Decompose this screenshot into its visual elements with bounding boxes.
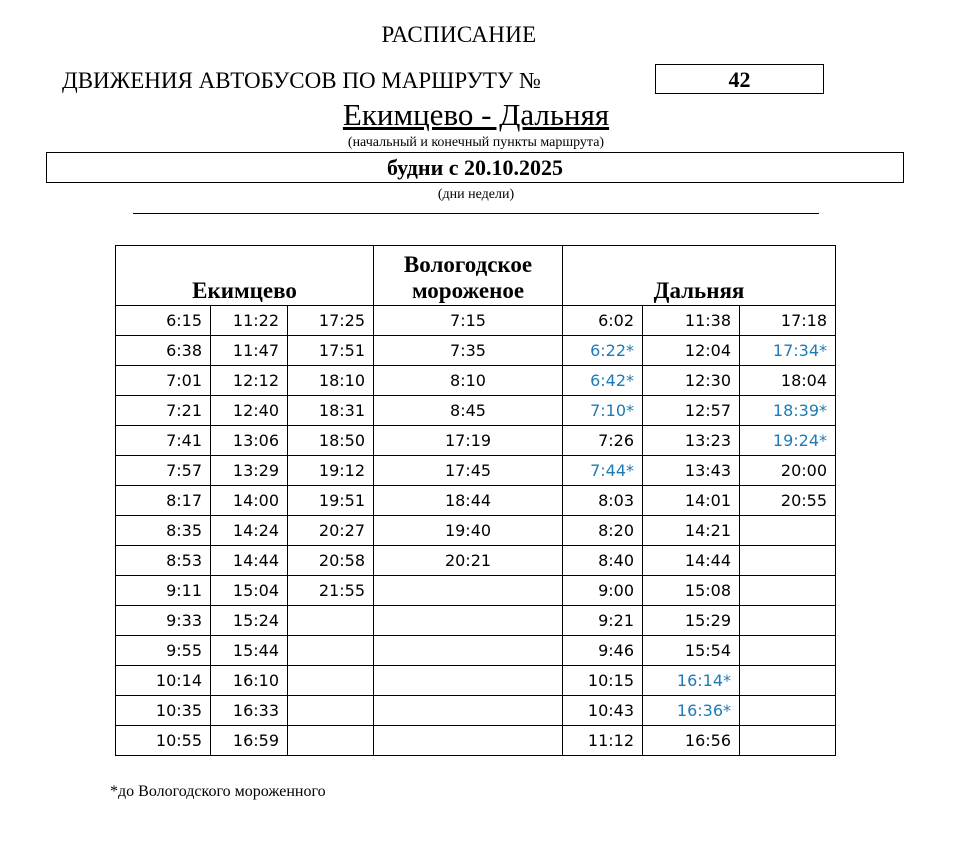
time-cell: 15:29 xyxy=(643,606,740,636)
time-cell: 17:45 xyxy=(374,456,563,486)
table-row xyxy=(116,366,836,396)
time-cell: 17:18 xyxy=(740,306,836,336)
time-cell xyxy=(374,696,563,726)
time-cell: 10:43 xyxy=(563,696,643,726)
time-cell: 6:15 xyxy=(116,306,211,336)
time-cell: 14:24 xyxy=(211,516,288,546)
time-cell: 19:24* xyxy=(740,426,836,456)
stop-header-dalnyaya: Дальняя xyxy=(563,246,836,306)
time-cell: 7:21 xyxy=(116,396,211,426)
time-cell: 11:38 xyxy=(643,306,740,336)
time-cell: 6:42* xyxy=(563,366,643,396)
time-cell xyxy=(374,666,563,696)
time-cell: 8:40 xyxy=(563,546,643,576)
time-cell: 10:35 xyxy=(116,696,211,726)
time-cell xyxy=(288,666,374,696)
time-cell: 20:21 xyxy=(374,546,563,576)
time-cell: 14:00 xyxy=(211,486,288,516)
time-cell: 19:40 xyxy=(374,516,563,546)
time-cell xyxy=(288,606,374,636)
time-cell: 13:29 xyxy=(211,456,288,486)
table-row xyxy=(116,546,836,576)
time-cell xyxy=(740,726,836,756)
time-cell xyxy=(374,726,563,756)
time-cell: 9:00 xyxy=(563,576,643,606)
time-cell: 20:27 xyxy=(288,516,374,546)
route-subtitle: ДВИЖЕНИЯ АВТОБУСОВ ПО МАРШРУТУ № xyxy=(62,68,541,93)
days-hint: (дни недели) xyxy=(437,187,515,202)
time-cell: 11:47 xyxy=(211,336,288,366)
time-cell xyxy=(288,696,374,726)
time-cell: 12:40 xyxy=(211,396,288,426)
table-row xyxy=(116,516,836,546)
time-cell: 17:25 xyxy=(288,306,374,336)
time-cell: 6:02 xyxy=(563,306,643,336)
time-cell: 6:22* xyxy=(563,336,643,366)
table-row xyxy=(116,576,836,606)
time-cell: 17:19 xyxy=(374,426,563,456)
time-cell: 8:17 xyxy=(116,486,211,516)
time-cell xyxy=(374,636,563,666)
time-cell: 15:08 xyxy=(643,576,740,606)
time-cell xyxy=(374,606,563,636)
time-cell: 19:51 xyxy=(288,486,374,516)
time-cell: 9:11 xyxy=(116,576,211,606)
time-cell: 10:55 xyxy=(116,726,211,756)
time-cell: 8:20 xyxy=(563,516,643,546)
time-cell: 13:43 xyxy=(643,456,740,486)
time-cell: 18:31 xyxy=(288,396,374,426)
time-cell: 18:39* xyxy=(740,396,836,426)
time-cell: 15:24 xyxy=(211,606,288,636)
days-label: будни с 20.10.2025 xyxy=(46,152,904,183)
time-cell: 20:55 xyxy=(740,486,836,516)
time-cell: 14:21 xyxy=(643,516,740,546)
route-number: 42 xyxy=(655,64,824,94)
table-row xyxy=(116,636,836,666)
time-cell: 17:51 xyxy=(288,336,374,366)
time-cell: 9:55 xyxy=(116,636,211,666)
table-row xyxy=(116,666,836,696)
route-name: Екимцево - Дальняя xyxy=(342,97,610,132)
time-cell: 19:12 xyxy=(288,456,374,486)
time-cell: 11:22 xyxy=(211,306,288,336)
time-cell xyxy=(740,546,836,576)
time-cell: 12:12 xyxy=(211,366,288,396)
time-cell: 15:54 xyxy=(643,636,740,666)
time-cell: 12:30 xyxy=(643,366,740,396)
time-cell: 16:33 xyxy=(211,696,288,726)
time-cell: 18:10 xyxy=(288,366,374,396)
time-cell: 18:50 xyxy=(288,426,374,456)
time-cell: 14:44 xyxy=(211,546,288,576)
time-cell: 18:44 xyxy=(374,486,563,516)
time-cell: 15:04 xyxy=(211,576,288,606)
table-row xyxy=(116,426,836,456)
table-row xyxy=(116,396,836,426)
time-cell: 7:26 xyxy=(563,426,643,456)
time-cell: 8:45 xyxy=(374,396,563,426)
time-cell: 10:14 xyxy=(116,666,211,696)
table-row xyxy=(116,696,836,726)
time-cell xyxy=(288,726,374,756)
time-cell: 8:10 xyxy=(374,366,563,396)
time-cell: 11:12 xyxy=(563,726,643,756)
time-cell: 14:01 xyxy=(643,486,740,516)
time-cell: 12:04 xyxy=(643,336,740,366)
time-cell xyxy=(740,696,836,726)
time-cell: 16:10 xyxy=(211,666,288,696)
time-cell xyxy=(740,576,836,606)
time-cell: 7:41 xyxy=(116,426,211,456)
time-cell: 9:33 xyxy=(116,606,211,636)
time-cell xyxy=(740,516,836,546)
time-cell: 10:15 xyxy=(563,666,643,696)
time-cell: 15:44 xyxy=(211,636,288,666)
time-cell xyxy=(374,576,563,606)
route-hint: (начальный и конечный пункты маршрута) xyxy=(347,135,605,150)
time-cell: 13:06 xyxy=(211,426,288,456)
time-cell xyxy=(740,636,836,666)
time-cell: 20:58 xyxy=(288,546,374,576)
table-row xyxy=(116,606,836,636)
table-row xyxy=(116,336,836,366)
table-row xyxy=(116,306,836,336)
time-cell: 16:59 xyxy=(211,726,288,756)
time-cell: 16:56 xyxy=(643,726,740,756)
time-cell: 20:00 xyxy=(740,456,836,486)
time-cell: 7:35 xyxy=(374,336,563,366)
time-cell xyxy=(288,636,374,666)
time-cell: 9:46 xyxy=(563,636,643,666)
page-title: РАСПИСАНИЕ xyxy=(381,22,537,47)
table-row xyxy=(116,486,836,516)
stop-header-ekimtsevo: Екимцево xyxy=(116,246,374,306)
time-cell: 7:15 xyxy=(374,306,563,336)
time-cell: 7:57 xyxy=(116,456,211,486)
footnote: *до Вологодского мороженного xyxy=(110,783,326,800)
time-cell: 7:10* xyxy=(563,396,643,426)
time-cell: 9:21 xyxy=(563,606,643,636)
time-cell: 16:36* xyxy=(643,696,740,726)
time-cell xyxy=(740,666,836,696)
stop-header-morozhenoe: Вологодское мороженое xyxy=(374,246,563,306)
time-cell: 7:01 xyxy=(116,366,211,396)
time-cell: 6:38 xyxy=(116,336,211,366)
table-row xyxy=(116,726,836,756)
time-cell: 17:34* xyxy=(740,336,836,366)
time-cell: 21:55 xyxy=(288,576,374,606)
time-cell: 13:23 xyxy=(643,426,740,456)
time-cell: 8:03 xyxy=(563,486,643,516)
time-cell: 8:35 xyxy=(116,516,211,546)
time-cell: 8:53 xyxy=(116,546,211,576)
time-cell: 12:57 xyxy=(643,396,740,426)
divider xyxy=(133,213,819,214)
time-cell: 7:44* xyxy=(563,456,643,486)
schedule-table xyxy=(115,245,836,756)
time-cell xyxy=(740,606,836,636)
table-row xyxy=(116,456,836,486)
time-cell: 18:04 xyxy=(740,366,836,396)
table-header-row xyxy=(116,246,836,306)
time-cell: 14:44 xyxy=(643,546,740,576)
time-cell: 16:14* xyxy=(643,666,740,696)
